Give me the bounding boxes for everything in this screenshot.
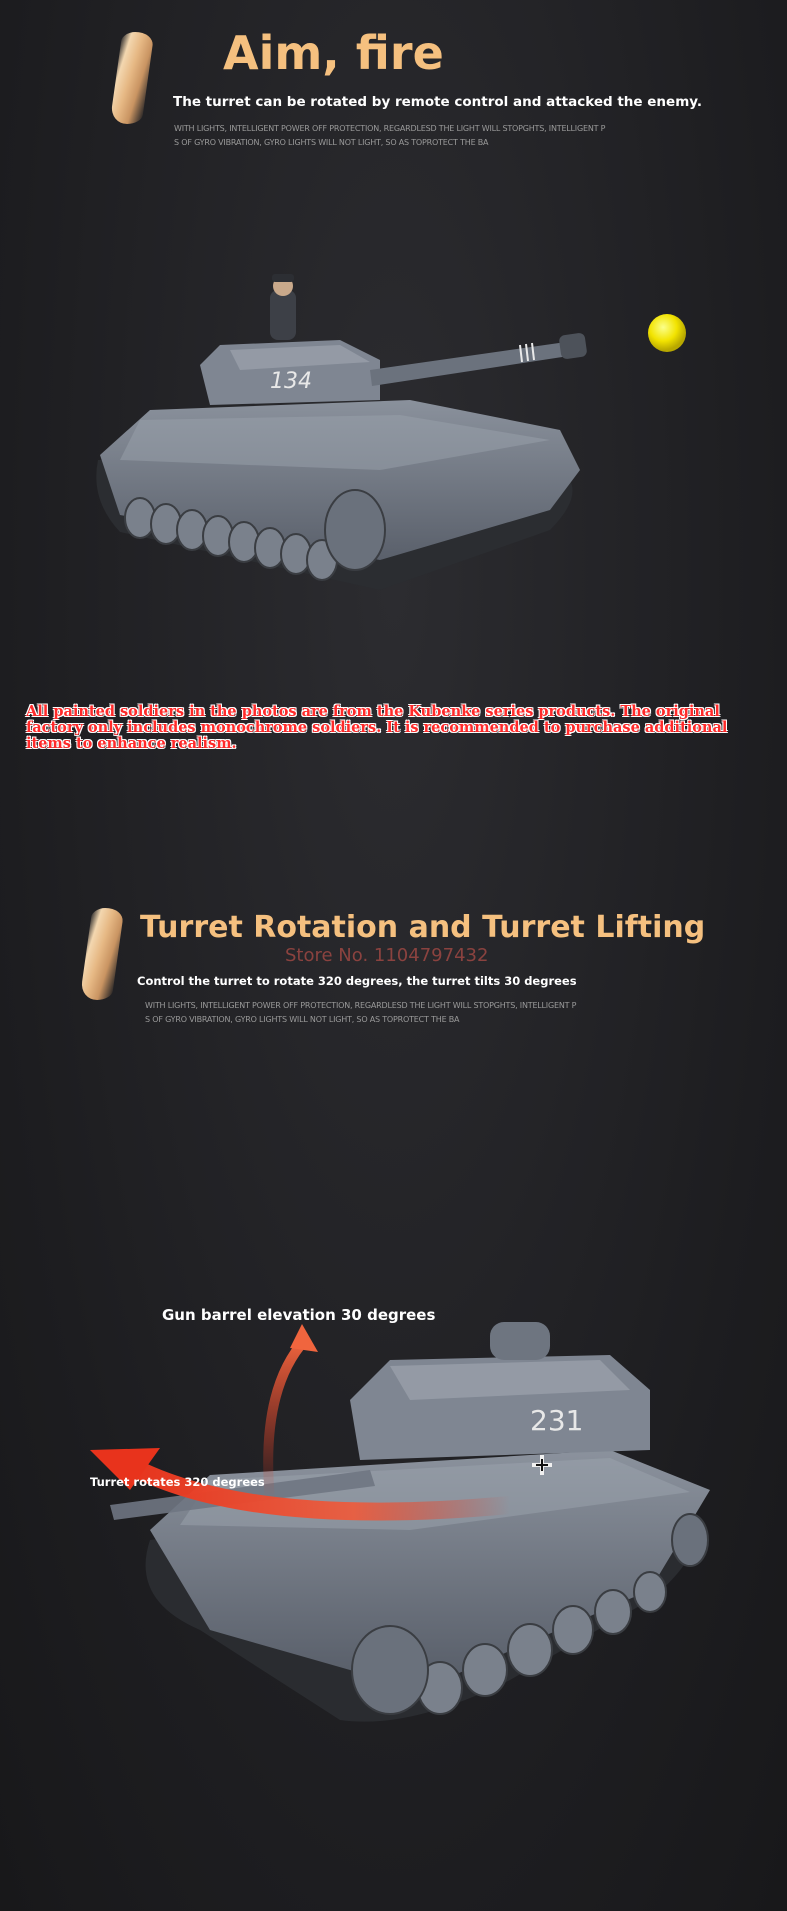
elevation-label: Gun barrel elevation 30 degrees [162, 1306, 436, 1324]
soldier-notice-text: All painted soldiers in the photos are from the Kubenke series products. The original factory only includes monochrome soldiers. It is recommended to purchase additional items to enhance realism. [26, 703, 728, 752]
section-title-turret: Turret Rotation and Turret Lifting [140, 910, 706, 945]
rotation-label: Turret rotates 320 degrees [90, 1475, 265, 1489]
bb-pellet [648, 314, 686, 352]
brush-stroke-decoration [110, 32, 155, 124]
fine-print-line-2: S OF GYRO VIBRATION, GYRO LIGHTS WILL NOT LIGHT, SO AS TOPROTECT THE BA [174, 138, 489, 147]
tank-firing-illustration [80, 270, 720, 600]
brush-stroke-decoration-2 [80, 908, 125, 1000]
tank-number-2: 231 [530, 1404, 584, 1437]
store-watermark: Store No. 1104797432 [285, 945, 489, 966]
tank-number: 134 [270, 369, 312, 394]
tank-rotation-illustration [90, 1300, 730, 1750]
section-title-aim-fire: Aim, fire [223, 26, 444, 80]
section-subtitle: The turret can be rotated by remote control and attacked the enemy. [173, 94, 702, 110]
fine-print-line-1: WITH LIGHTS, INTELLIGENT POWER OFF PROTECTION, REGARDLESD THE LIGHT WILL STOPGHTS, INTELLIGENT P [174, 124, 606, 133]
fine-print-line-4: S OF GYRO VIBRATION, GYRO LIGHTS WILL NOT LIGHT, SO AS TOPROTECT THE BA [145, 1015, 460, 1024]
section-subtitle-2: Control the turret to rotate 320 degrees, the turret tilts 30 degrees [137, 974, 577, 988]
fine-print-line-3: WITH LIGHTS, INTELLIGENT POWER OFF PROTECTION, REGARDLESD THE LIGHT WILL STOPGHTS, INTELLIGENT P [145, 1001, 577, 1010]
